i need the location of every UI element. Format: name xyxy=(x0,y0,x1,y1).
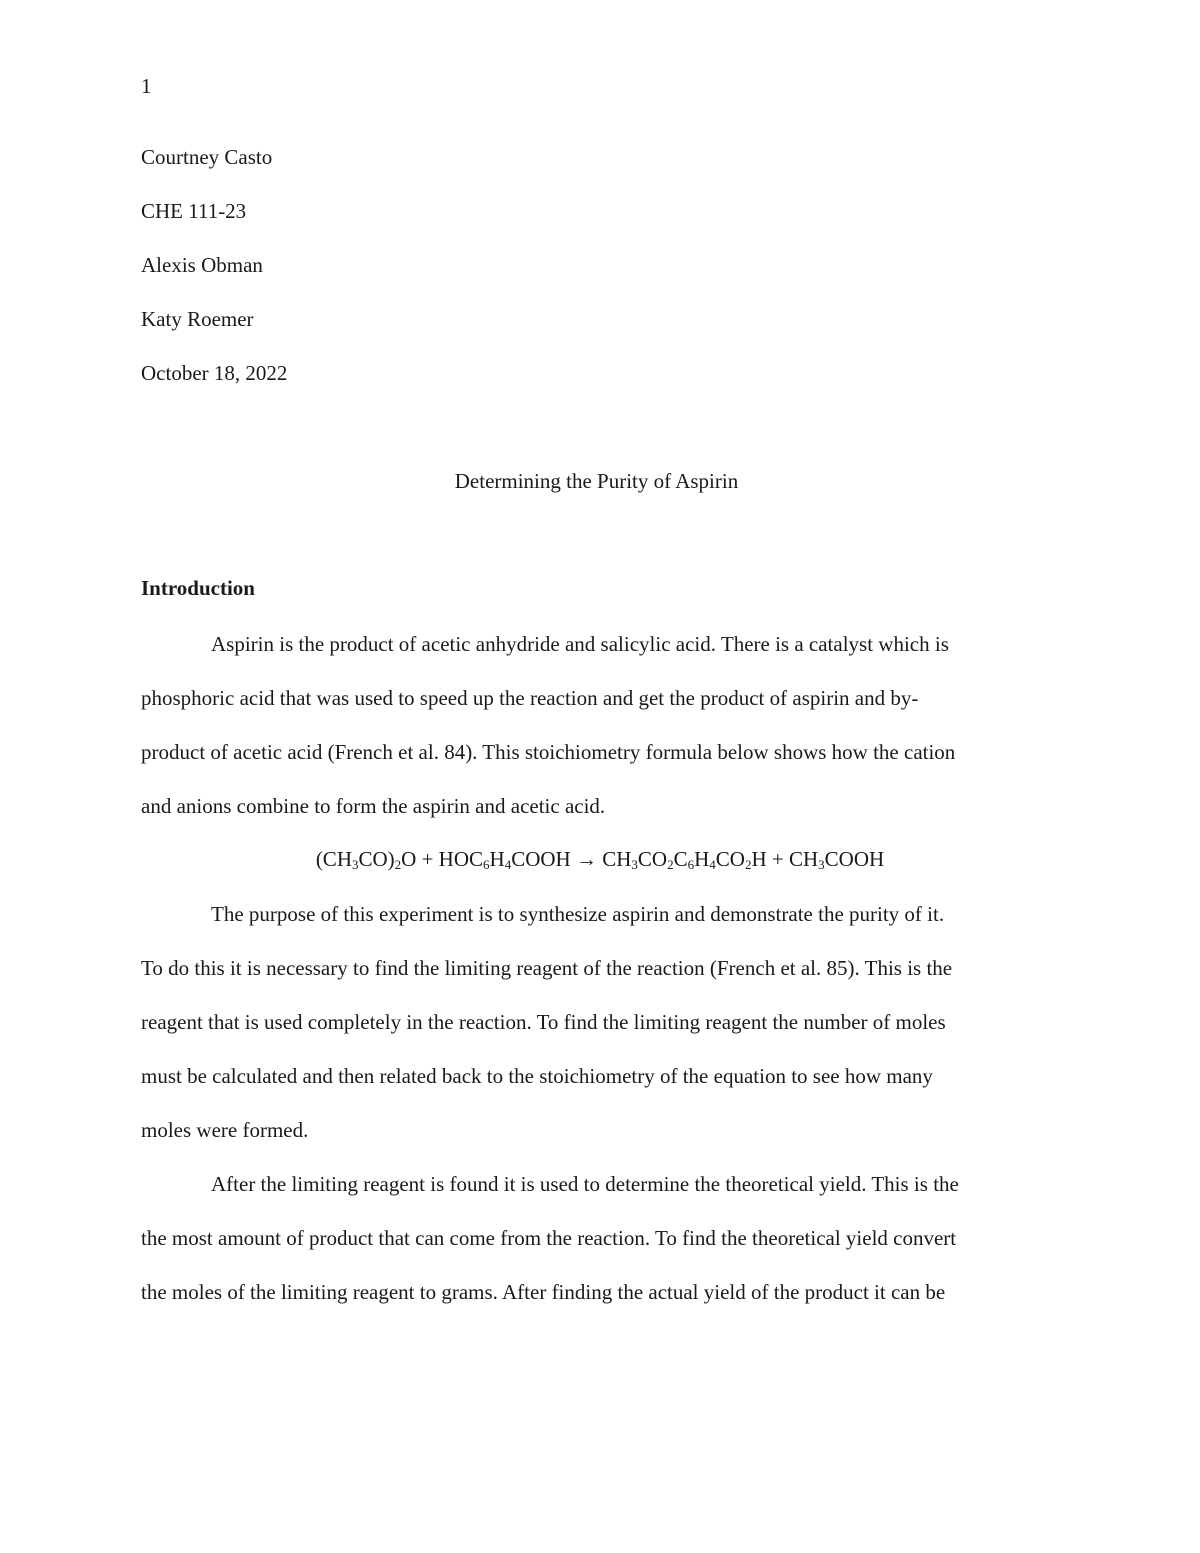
paragraph-line: After the limiting reagent is found it is used to determine the theoretical yield. This is the xyxy=(211,1172,959,1196)
reaction-arrow-icon: → xyxy=(570,847,603,871)
author-name: Courtney Casto xyxy=(141,145,273,169)
section-heading-introduction: Introduction xyxy=(141,576,255,600)
chemical-equation xyxy=(0,845,1200,873)
paragraph-line: phosphoric acid that was used to speed up the reaction and get the product of aspirin and by- xyxy=(141,686,919,710)
paragraph-line: product of acetic acid (French et al. 84). This stoichiometry formula below shows how the cation xyxy=(141,740,956,764)
paragraph-purpose xyxy=(141,887,1061,1157)
plus-sign: + xyxy=(766,847,789,871)
reactant-acetic-anhydride: $(CH_3CO)_2O$ xyxy=(315,847,417,872)
paragraph-line: reagent that is used completely in the reaction. To find the limiting reagent the number of moles xyxy=(141,1010,946,1034)
paragraph-line: To do this it is necessary to find the limiting reagent of the reaction (French et al. 85). This is the xyxy=(141,956,953,980)
course-code: CHE 111-23 xyxy=(141,199,247,223)
paragraph-theoretical-yield xyxy=(141,1157,1061,1319)
paragraph-line: must be calculated and then related back to the stoichiometry of the equation to see how many xyxy=(141,1064,933,1088)
product-aspirin: $CH_3CO_2C_6H_4CO_2H$ xyxy=(602,847,767,872)
report-date: October 18, 2022 xyxy=(141,361,288,385)
partner-name-2: Katy Roemer xyxy=(141,307,254,331)
plus-sign: + xyxy=(416,847,439,871)
page-number: 1 xyxy=(141,74,152,98)
paragraph-intro xyxy=(141,617,1061,833)
paragraph-line: moles were formed. xyxy=(141,1118,309,1142)
product-acetic-acid: $CH_3COOH$ xyxy=(788,847,885,872)
reactant-salicylic-acid: $HOC_6H_4COOH$ xyxy=(438,847,571,872)
paragraph-line: Aspirin is the product of acetic anhydride and salicylic acid. There is a catalyst which is xyxy=(211,632,949,656)
document-title: Determining the Purity of Aspirin xyxy=(454,469,739,493)
partner-name-1: Alexis Obman xyxy=(141,253,263,277)
paragraph-line: the moles of the limiting reagent to grams. After finding the actual yield of the product it can be xyxy=(141,1280,946,1304)
paragraph-line: the most amount of product that can come from the reaction. To find the theoretical yield convert xyxy=(141,1226,957,1250)
paragraph-line: The purpose of this experiment is to synthesize aspirin and demonstrate the purity of it. xyxy=(211,902,945,926)
paragraph-line: and anions combine to form the aspirin and acetic acid. xyxy=(141,794,606,818)
